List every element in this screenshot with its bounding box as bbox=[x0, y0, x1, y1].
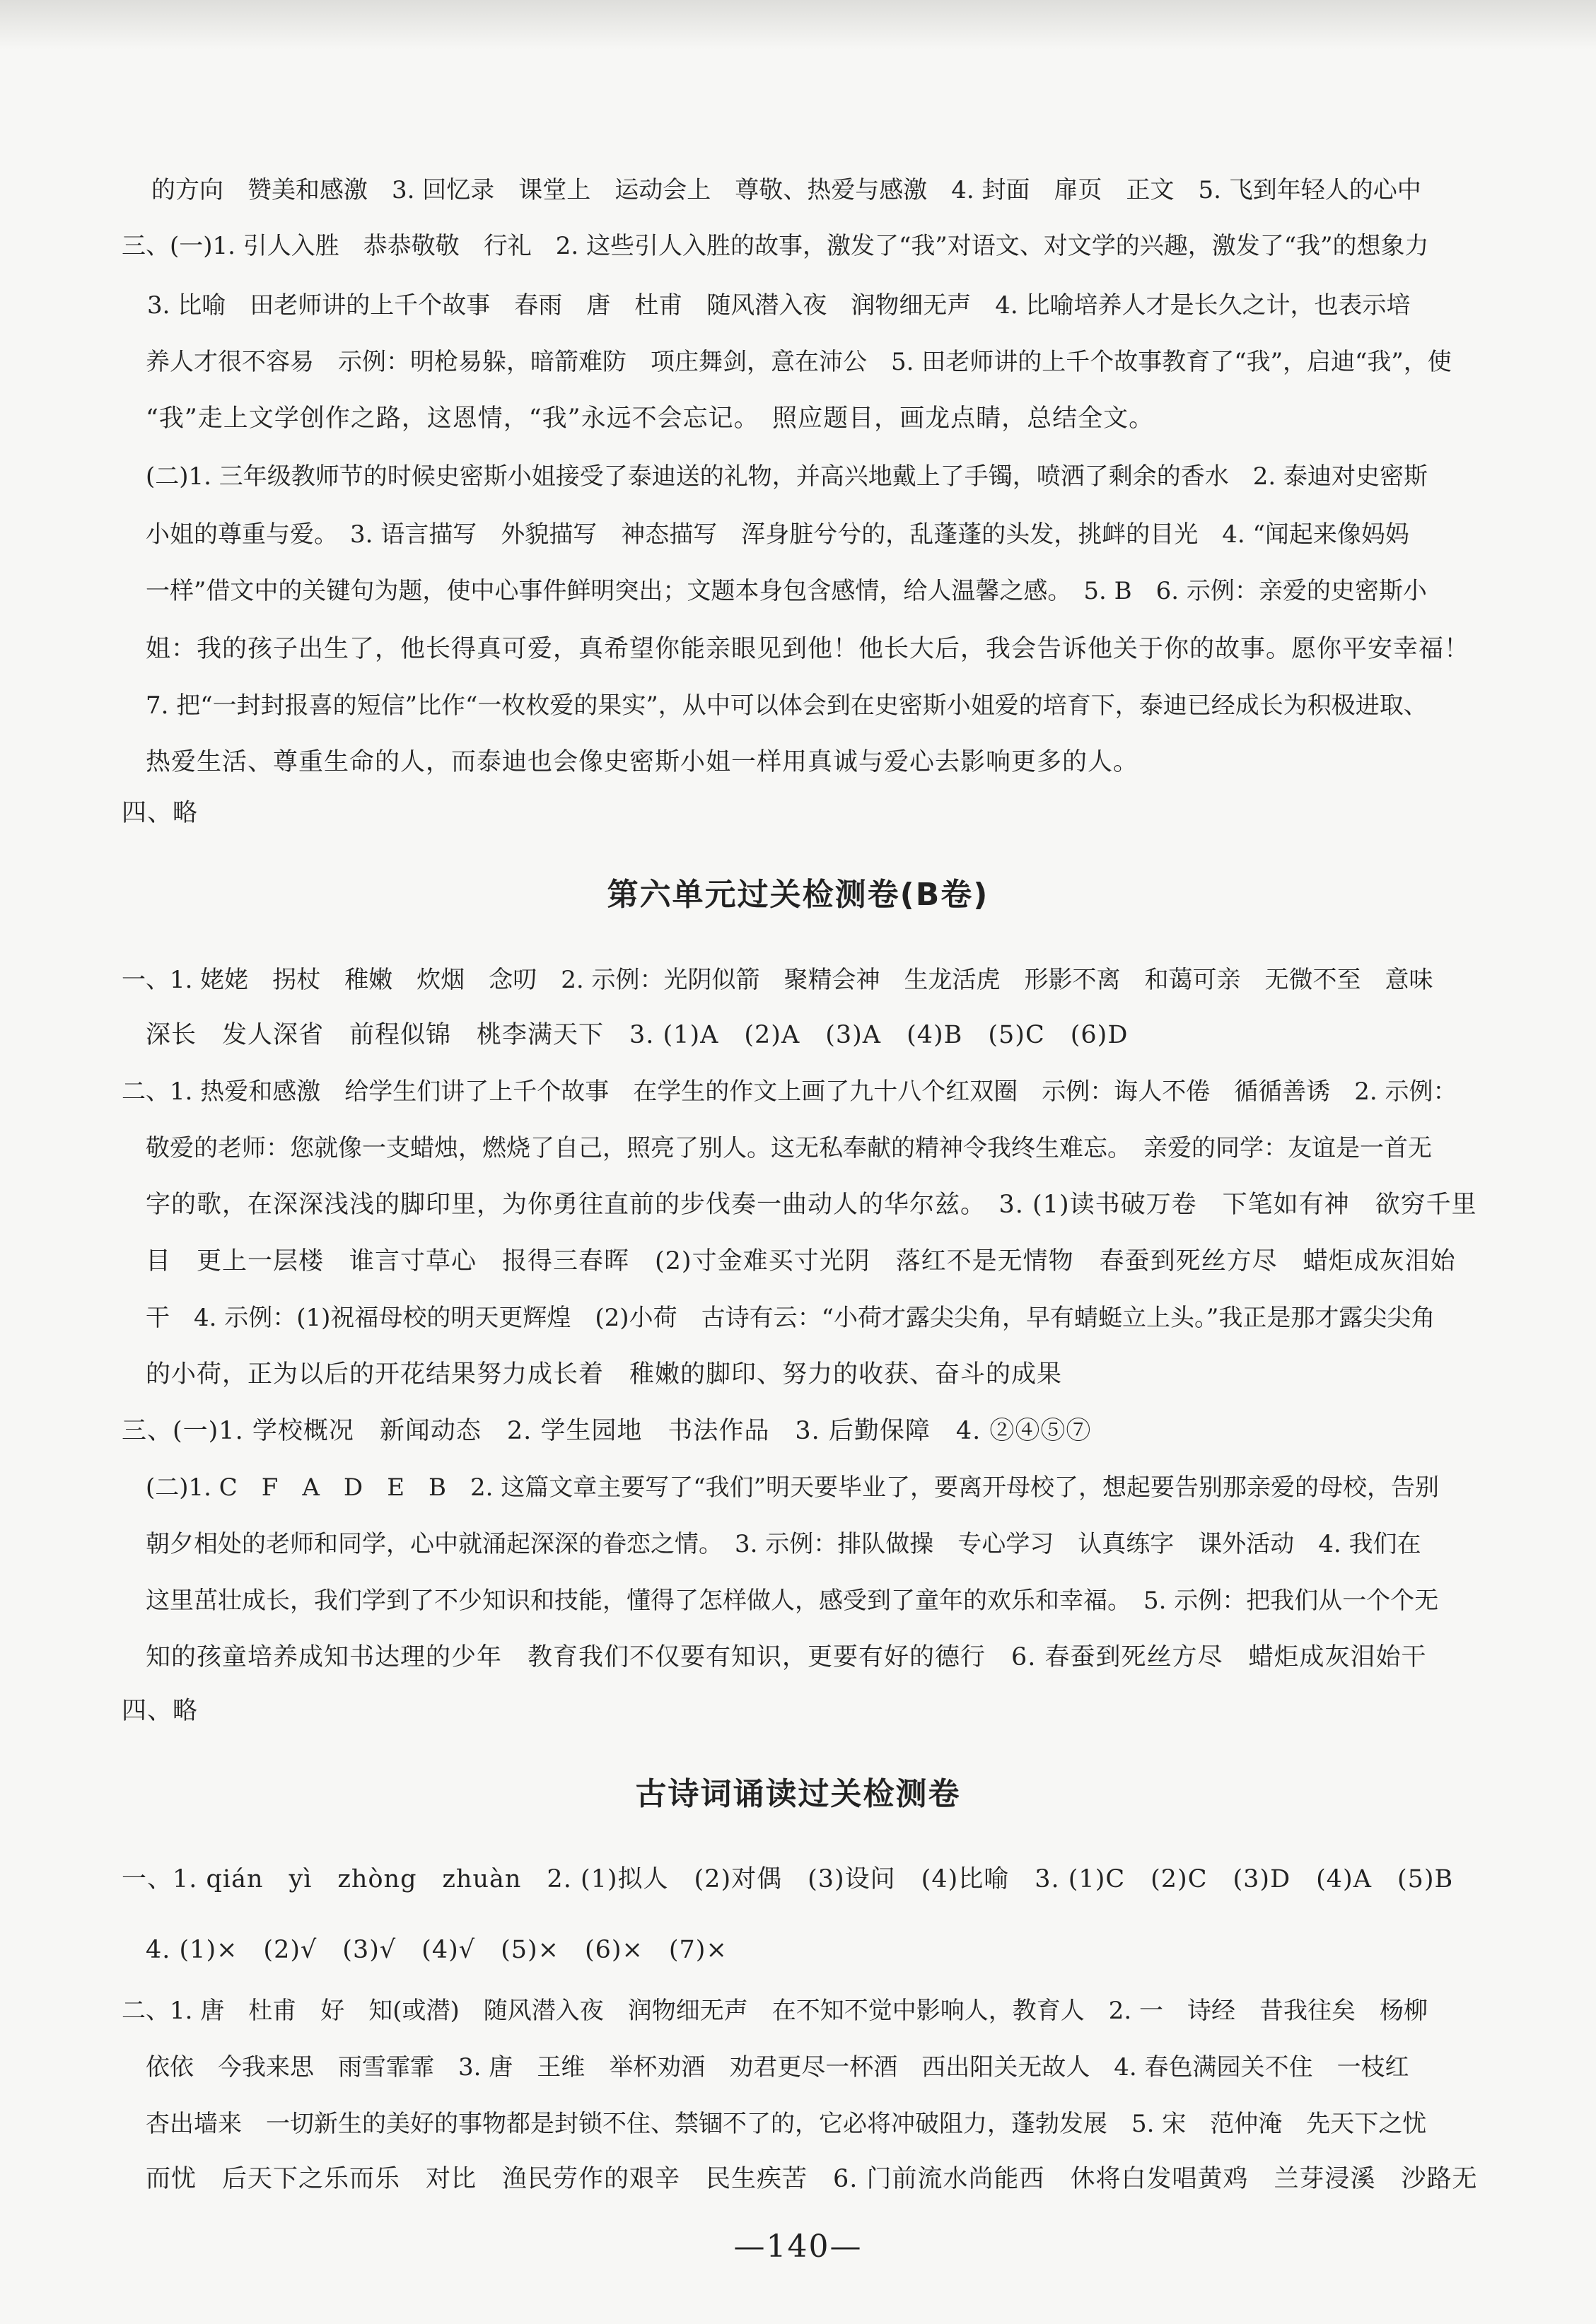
text-line: 字的歌，在深深浅浅的脚印里，为你勇往直前的步伐奏一曲动人的华尔兹。 3. (1)读书破万卷 下笔如有神 欲穷千里 bbox=[146, 1191, 1477, 1219]
text-line: 而忧 后天下之乐而乐 对比 渔民劳作的艰辛 民生疾苦 6. 门前流水尚能西 休将白发唱黄鸡 兰芽浸溪 沙路无 bbox=[146, 2165, 1478, 2193]
text-line: 的小荷，正为以后的开花结果努力成长着 稚嫩的脚印、努力的收获、奋斗的成果 bbox=[146, 1360, 1063, 1389]
scan-shadow bbox=[0, 0, 1596, 49]
text-line: 一、1. qián yì zhòng zhuàn 2. (1)拟人 (2)对偶 (3)设问 (4)比喻 3. (1)C (2)C (3)D (4)A (5)B bbox=[122, 1865, 1454, 1893]
text-line: 一样”借文中的关键句为题，使中心事件鲜明突出；文题本身包含感情，给人温馨之感。 5. B 6. 示例：亲爱的史密斯小 bbox=[146, 577, 1427, 605]
text-line: 3. 比喻 田老师讲的上千个故事 春雨 唐 杜甫 随风潜入夜 润物细无声 4. 比喻培养人才是长久之计，也表示培 bbox=[147, 291, 1411, 320]
text-line: 小姐的尊重与爱。 3. 语言描写 外貌描写 神态描写 浑身脏兮兮的，乱蓬蓬的头发，挑衅的目光 4. “闻起来像妈妈 bbox=[146, 520, 1409, 549]
text-line: 4. (1)× (2)√ (3)√ (4)√ (5)× (6)× (7)× bbox=[146, 1936, 728, 1964]
text-line: 知的孩童培养成知书达理的少年 教育我们不仅要有知识，更要有好的德行 6. 春蚕到死丝方尽 蜡炬成灰泪始干 bbox=[146, 1643, 1427, 1671]
text-line: 深长 发人深省 前程似锦 桃李满天下 3. (1)A (2)A (3)A (4)B (5)C (6)D bbox=[146, 1021, 1129, 1049]
text-line: “我”走上文学创作之路，这恩情，“我”永远不会忘记。 照应题目，画龙点睛，总结全文。 bbox=[146, 404, 1155, 433]
text-line: 姐：我的孩子出生了，他长得真可爱，真希望你能亲眼见到他！他长大后，我会告诉他关于你的故事。愿你平安幸福！ bbox=[146, 635, 1470, 663]
text-line: 四、略 bbox=[122, 799, 199, 827]
text-line: 一、1. 姥姥 拐杖 稚嫩 炊烟 念叨 2. 示例：光阴似箭 聚精会神 生龙活虎 形影不离 和蔼可亲 无微不至 意味 bbox=[122, 966, 1433, 994]
page-number: —140— bbox=[733, 2229, 863, 2265]
text-line: 敬爱的老师：您就像一支蜡烛，燃烧了自己，照亮了别人。这无私奉献的精神令我终生难忘。 亲爱的同学：友谊是一首无 bbox=[146, 1134, 1432, 1162]
text-line: 干 4. 示例：(1)祝福母校的明天更辉煌 (2)小荷 古诗有云：“小荷才露尖尖角，早有蜻蜓立上头。”我正是那才露尖尖角 bbox=[146, 1304, 1435, 1332]
text-line: 三、(一)1. 引人入胜 恭恭敬敬 行礼 2. 这些引人入胜的故事，激发了“我”对语文、对文学的兴趣，激发了“我”的想象力 bbox=[122, 232, 1429, 260]
section-title: 第六单元过关检测卷(B卷) bbox=[607, 877, 989, 913]
text-line: 二、1. 热爱和感激 给学生们讲了上千个故事 在学生的作文上画了九十八个红双圈 示例：诲人不倦 循循善诱 2. 示例： bbox=[122, 1078, 1457, 1106]
text-line: 三、(一)1. 学校概况 新闻动态 2. 学生园地 书法作品 3. 后勤保障 4. ②④⑤⑦ bbox=[122, 1417, 1092, 1445]
text-line: 养人才很不容易 示例：明枪易躲，暗箭难防 项庄舞剑，意在沛公 5. 田老师讲的上千个故事教育了“我”，启迪“我”，使 bbox=[146, 348, 1452, 376]
text-line: (二)1. C F A D E B 2. 这篇文章主要写了“我们”明天要毕业了，要离开母校了，想起要告别那亲爱的母校，告别 bbox=[146, 1473, 1440, 1502]
text-line: 7. 把“一封封报喜的短信”比作“一枚枚爱的果实”，从中可以体会到在史密斯小姐爱的培育下，泰迪已经成长为积极进取、 bbox=[146, 691, 1428, 720]
section-title: 古诗词诵读过关检测卷 bbox=[635, 1776, 961, 1812]
text-line: 依依 今我来思 雨雪霏霏 3. 唐 王维 举杯劝酒 劝君更尽一杯酒 西出阳关无故人 4. 春色满园关不住 一枝红 bbox=[146, 2053, 1409, 2081]
text-line: 朝夕相处的老师和同学，心中就涌起深深的眷恋之情。 3. 示例：排队做操 专心学习 认真练字 课外活动 4. 我们在 bbox=[146, 1530, 1421, 1558]
text-line: 二、1. 唐 杜甫 好 知(或潜) 随风潜入夜 润物细无声 在不知不觉中影响人，教育人 2. 一 诗经 昔我往矣 杨柳 bbox=[122, 1997, 1428, 2025]
text-line: 杏出墙来 一切新生的美好的事物都是封锁不住、禁锢不了的，它必将冲破阻力，蓬勃发展 5. 宋 范仲淹 先天下之忧 bbox=[146, 2110, 1427, 2138]
text-line: 这里茁壮成长，我们学到了不少知识和技能，懂得了怎样做人，感受到了童年的欢乐和幸福。 5. 示例：把我们从一个个无 bbox=[146, 1587, 1439, 1615]
text-line: 目 更上一层楼 谁言寸草心 报得三春晖 (2)寸金难买寸光阴 落红不是无情物 春蚕到死丝方尽 蜡炬成灰泪始 bbox=[146, 1247, 1456, 1275]
text-line: 的方向 赞美和感激 3. 回忆录 课堂上 运动会上 尊敬、热爱与感激 4. 封面 扉页 正文 5. 飞到年轻人的心中 bbox=[151, 176, 1421, 204]
text-line: (二)1. 三年级教师节的时候史密斯小姐接受了泰迪送的礼物，并高兴地戴上了手镯，喷洒了剩余的香水 2. 泰迪对史密斯 bbox=[146, 462, 1428, 491]
text-line: 热爱生活、尊重生命的人，而泰迪也会像史密斯小姐一样用真诚与爱心去影响更多的人。 bbox=[146, 748, 1139, 776]
text-line: 四、略 bbox=[122, 1697, 199, 1725]
